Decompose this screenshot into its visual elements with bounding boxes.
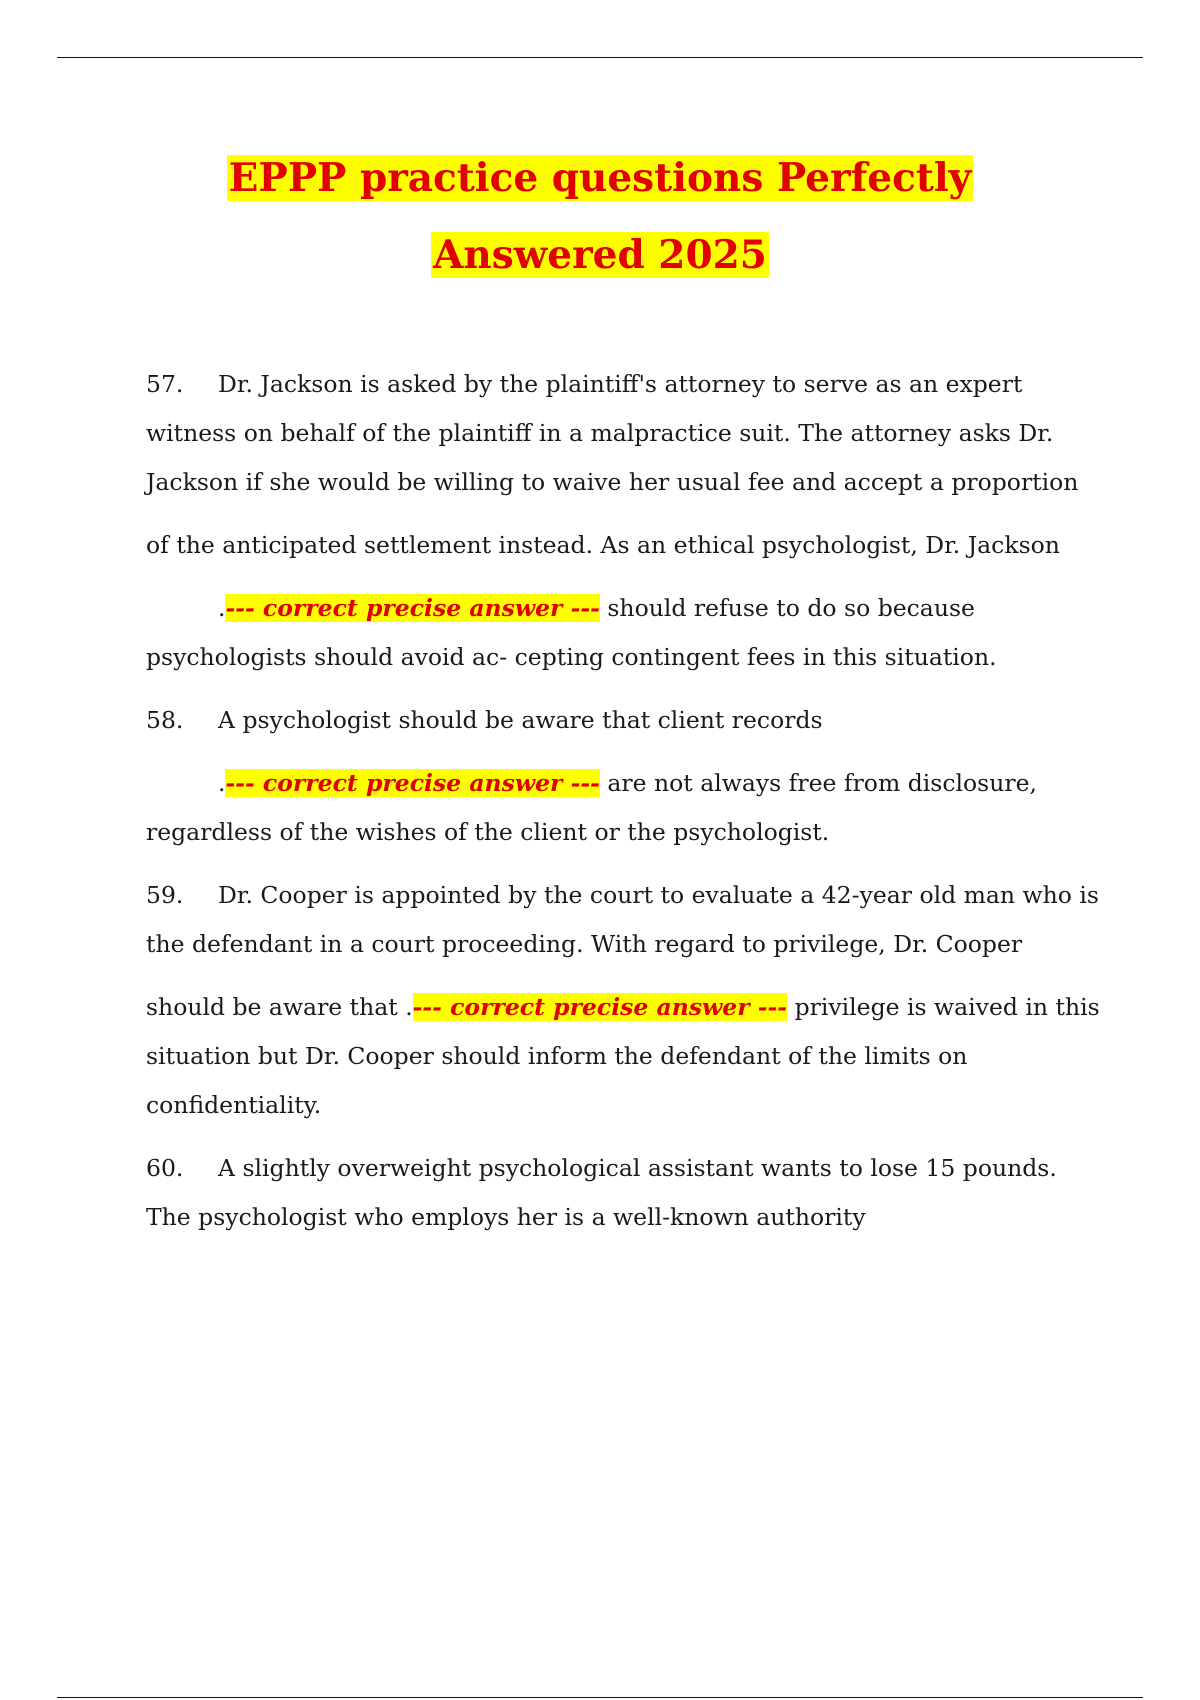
question-number: 57. [146,370,184,398]
question-text: of the anticipated settlement instead. As an ethical psychologist, Dr. Jackson [146,531,1060,559]
question-number: 58. [146,706,184,734]
question-number: 59. [146,881,184,909]
bottom-rule [57,1697,1143,1698]
question-60 [146,1144,1106,1242]
document-title [0,140,1200,294]
answer-59: should be aware that .--- correct precise answer --- privilege is waived in this situation but Dr. Cooper should inform the defendant of the limits on confidentiality. [146,993,1100,1119]
question-text: Dr. Jackson is asked by the plaintiff's attorney to serve as an expert witness on behalf of the plaintiff in a malpractice suit. The attorney asks Dr. Jackson if she would be willing to waive her usual fee and accept a proportion [146,370,1079,496]
answer-tag: --- correct precise answer --- [225,769,600,797]
question-text: Dr. Cooper is appointed by the court to evaluate a 42-year old man who is the defendant in a court proceeding. With regard to privilege, Dr. Cooper [146,881,1099,958]
answer-57: .--- correct precise answer --- should refuse to do so because psychologists should avoid ac- cepting contingent fees in this situation. [146,594,997,671]
questions-body [146,360,1106,1256]
question-57-continued [146,521,1106,570]
question-number: 60. [146,1154,184,1182]
title-line-1: EPPP practice questions Perfectly [228,155,972,201]
answer-tag: --- correct precise answer --- [412,993,788,1021]
top-rule [57,57,1143,58]
answer-text: are not always free from disclosure, regardless of the wishes of the client or the psychologist. [146,769,1037,846]
answer-text: privilege is waived in this situation but Dr. Cooper should inform the defendant of the limits on confidentiality. [146,993,1100,1119]
answer-58: .--- correct precise answer --- are not always free from disclosure, regardless of the wishes of the client or the psychologist. [146,769,1037,846]
title-line-2: Answered 2025 [433,232,767,278]
question-59 [146,871,1106,969]
answer-lead-text: should be aware that [146,993,398,1021]
question-text: A slightly overweight psychological assistant wants to lose 15 pounds. The psychologist who employs her is a well-known authority [146,1154,1057,1231]
answer-tag: --- correct precise answer --- [225,594,600,622]
answer-text: should refuse to do so because psychologists should avoid ac- cepting contingent fees in this situation. [146,594,997,671]
question-58 [146,696,1106,745]
question-text: A psychologist should be aware that client records [218,706,823,734]
question-57 [146,360,1106,507]
